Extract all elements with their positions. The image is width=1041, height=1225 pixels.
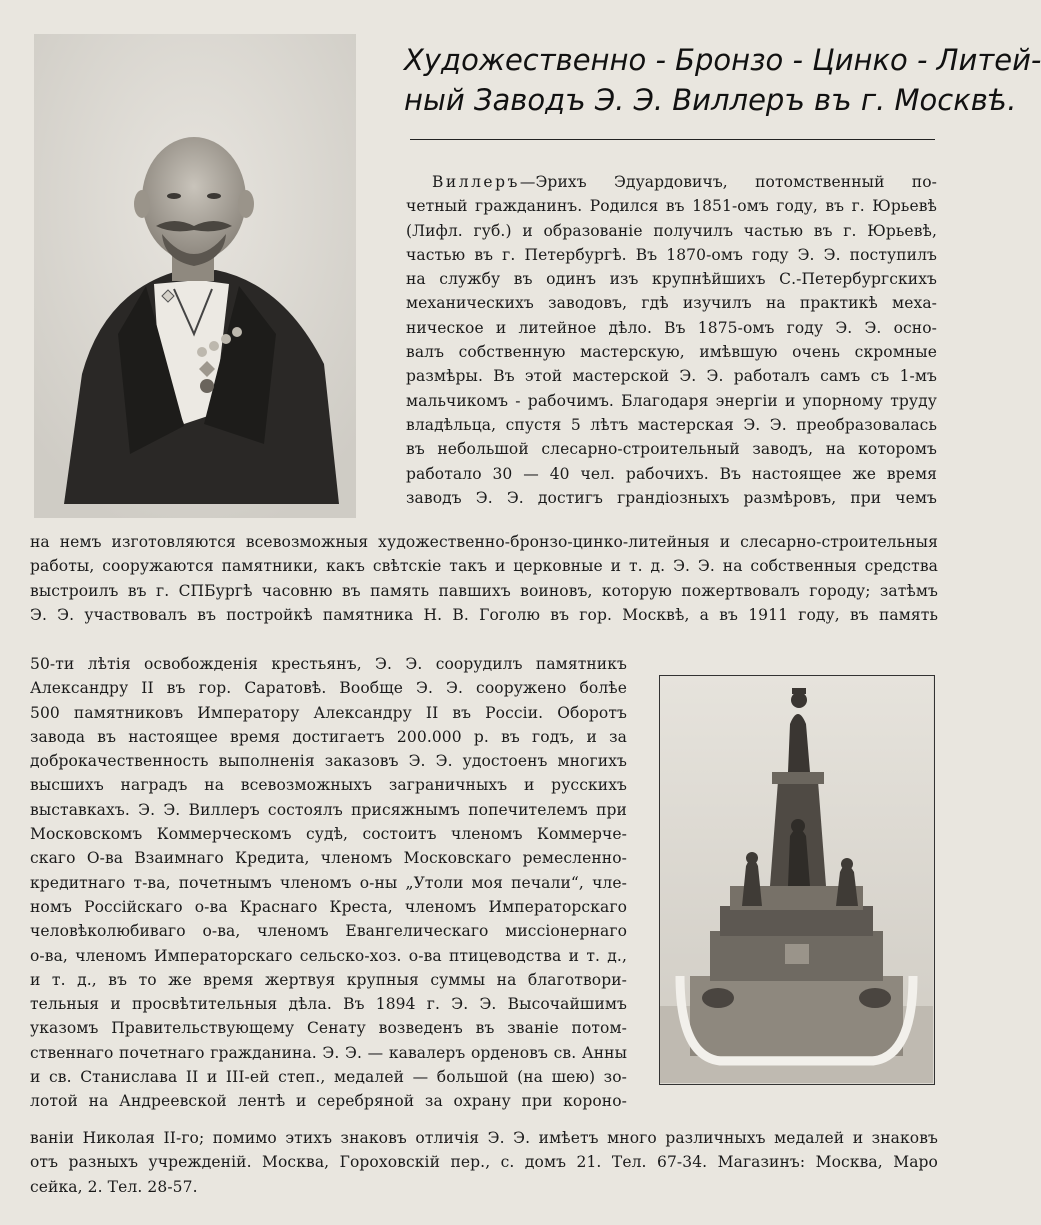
text-line: —Эрихъ Эдуардовичъ, потомственный по- [519, 173, 937, 191]
text-line: ственнаго почетнаго гражданина. Э. Э. — кавалеръ орденовъ св. Анны [30, 1043, 627, 1062]
text-line: работало 30 — 40 чел. рабочихъ. Въ настоящее же время [406, 464, 937, 483]
text-line: сейка, 2. Тел. 28-57. [30, 1177, 198, 1196]
text-line: и т. д., въ то же время жертвуя крупныя суммы на благотвори- [30, 970, 627, 989]
text-line: указомъ Правительствующему Сенату возведенъ въ званіе потом- [30, 1019, 627, 1038]
text-line: скаго О-ва Взаимнаго Кредита, членомъ Московскаго ремесленно- [30, 849, 627, 868]
text-line: высшихъ наградъ на всевозможныхъ заграничныхъ и русскихъ [30, 776, 627, 795]
text-line: номъ Россійскаго о-ва Краснаго Креста, членомъ Императорскаго [30, 897, 627, 916]
text-line: ваніи Николая II-го; помимо этихъ знаковъ отличія Э. Э. имѣетъ много различныхъ медалей и знаковъ [30, 1129, 938, 1147]
text-line: 500 памятниковъ Императору Александру II въ Россіи. Оборотъ [30, 703, 627, 722]
text-line: человѣколюбиваго о-ва, членомъ Евангелическаго миссіонернаго [30, 922, 627, 941]
person-name: Виллеръ [432, 173, 520, 191]
text-line: завода въ настоящее время достигаетъ 200.000 р. въ годъ, и за [30, 727, 627, 746]
text-line: и св. Станислава II и III-ей степ., медалей — большой (на шею) зо- [30, 1068, 627, 1087]
text-line: Э. Э. участвовалъ въ постройкѣ памятника Н. В. Гоголю въ гор. Москвѣ, а въ 1911 году, въ память [30, 605, 938, 624]
text-line: въ небольшой слесарно-строительный заводъ, на которомъ [406, 440, 937, 459]
text-line: отъ разныхъ учрежденій. Москва, Гороховскій пер., с. домъ 21. Тел. 67-34. Магазинъ: Москва, Маро [30, 1153, 938, 1172]
text-line: валъ собственную мастерскую, имѣвшую очень скромные [406, 343, 937, 362]
text-line: 50-ти лѣтія освобожденія крестьянъ, Э. Э. соорудилъ памятникъ [30, 655, 627, 673]
text-line: владѣльца, спустя 5 лѣтъ мастерская Э. Э. преобразовалась [406, 415, 937, 434]
text-line: о-ва, членомъ Императорскаго сельско-хоз. о-ва птицеводства и т. д., [30, 946, 627, 965]
monument-photo [659, 675, 935, 1085]
text-line: четный гражданинъ. Родился въ 1851-омъ году, въ г. Юрьевѣ [406, 197, 937, 216]
text-line: механическихъ заводовъ, гдѣ изучилъ на практикѣ меха- [406, 294, 937, 313]
text-line: кредитнаго т-ва, почетнымъ членомъ о-ны „Утоли моя печали“, чле- [30, 873, 627, 892]
title-line-1: Художественно - Бронзо - Цинко - Литей- [404, 43, 1041, 77]
text-line: тельныя и просвѣтительныя дѣла. Въ 1894 г. Э. Э. Высочайшимъ [30, 995, 627, 1014]
text-line: выставкахъ. Э. Э. Виллеръ состоялъ присяжнымъ попечителемъ при [30, 800, 627, 819]
text-line: ническое и литейное дѣло. Въ 1875-омъ году Э. Э. осно- [406, 318, 937, 337]
text-line: на службу въ одинъ изъ крупнѣйшихъ С.-Петербургскихъ [406, 270, 937, 289]
text-line: на немъ изготовляются всевозможныя художественно-бронзо-цинко-литейныя и слесарно-строительныя [30, 533, 938, 551]
paragraph-intro [406, 170, 937, 510]
title-line-2: ный Заводъ Э. Э. Виллеръ въ г. Москвѣ. [404, 83, 1017, 117]
bleed-through-text [520, 0, 960, 18]
portrait-photo [34, 34, 356, 518]
paragraph-full-width-2 [30, 1126, 938, 1199]
text-line: (Лифл. губ.) и образованіе получилъ частью въ г. Юрьевѣ, [406, 221, 937, 240]
text-line: выстроилъ въ г. СПБургѣ часовню въ память павшихъ воиновъ, которую пожертвовалъ городу; затѣмъ [30, 581, 938, 600]
paragraph-full-width-1 [30, 530, 938, 627]
title-divider [410, 139, 935, 140]
page-title [404, 40, 1041, 120]
text-line: лотой на Андреевской лентѣ и серебряной за охрану при короно- [30, 1092, 627, 1111]
text-line: частью въ г. Петербургѣ. Въ 1870-омъ году Э. Э. поступилъ [406, 245, 937, 264]
text-line: Московскомъ Коммерческомъ судѣ, состоитъ членомъ Коммерче- [30, 825, 627, 844]
paragraph-left-column [30, 652, 627, 1114]
text-line: работы, сооружаются памятники, какъ свѣтскіе такъ и церковные и т. д. Э. Э. на собственныя средства [30, 557, 938, 576]
text-line: Александру II въ гор. Саратовѣ. Вообще Э. Э. сооружено болѣе [30, 679, 627, 698]
text-line: размѣры. Въ этой мастерской Э. Э. работалъ самъ съ 1-мъ [406, 367, 937, 386]
text-line: доброкачественность выполненія заказовъ Э. Э. удостоенъ многихъ [30, 752, 627, 771]
text-line: заводъ Э. Э. достигъ грандіозныхъ размѣровъ, при чемъ [406, 488, 937, 507]
text-line: мальчикомъ - рабочимъ. Благодаря энергіи и упорному труду [406, 391, 937, 410]
